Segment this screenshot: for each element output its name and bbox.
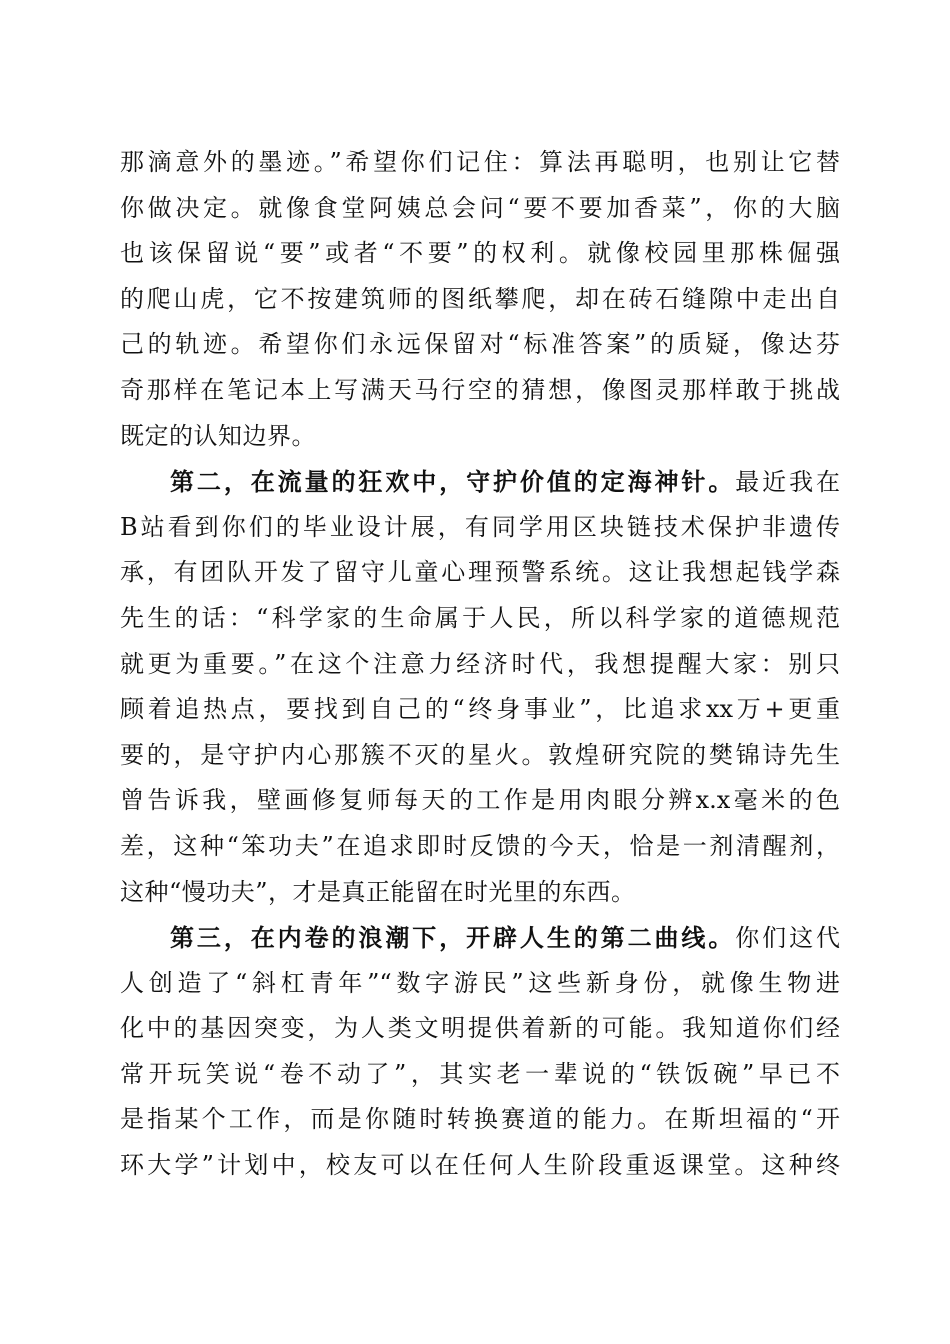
line-text: 这种“慢功夫”，才是真正能留在时光里的东西。	[120, 877, 636, 906]
text-line	[120, 642, 840, 688]
line-text: 化中的基因突变，为人类文明提供着新的可能。我知道你们经	[120, 1014, 840, 1043]
line-text: 己的轨迹。希望你们永远保留对“标准答案”的质疑，像达芬	[120, 330, 840, 359]
line-text: 那滴意外的墨迹。”希望你们记住：算法再聪明，也别让它替	[120, 148, 840, 176]
line-text: 人创造了“斜杠青年”“数字游民”这些新身份，就像生物进	[120, 968, 840, 997]
line-text: 要的，是守护内心那簇不灭的星火。敦煌研究院的樊锦诗先生	[120, 740, 840, 769]
text-line	[120, 1143, 840, 1189]
line-text: 曾告诉我，壁画修复师每天的工作是用肉眼分辨x.x毫米的色	[120, 786, 840, 815]
text-line	[120, 277, 840, 323]
document-body	[120, 140, 840, 1189]
section-lead-heading: 第三，在内卷的浪潮下，开辟人生的第二曲线。	[170, 923, 736, 953]
text-line	[120, 231, 840, 277]
text-line	[120, 459, 840, 505]
line-text: 奇那样在笔记本上写满天马行空的猜想，像图灵那样敢于挑战	[120, 375, 840, 404]
text-line	[120, 1006, 840, 1052]
paragraph	[120, 140, 840, 459]
line-text: 常开玩笑说“卷不动了”，其实老一辈说的“铁饭碗”早已不	[120, 1059, 840, 1088]
text-line	[120, 368, 840, 414]
line-text: 既定的认知边界。	[120, 421, 316, 450]
text-line	[120, 915, 840, 961]
paragraph	[120, 915, 840, 1189]
line-text: 就更为重要。”在这个注意力经济时代，我想提醒大家：别只	[120, 649, 840, 678]
line-text: 的爬山虎，它不按建筑师的图纸攀爬，却在砖石缝隙中走出自	[120, 284, 840, 313]
text-line	[120, 687, 840, 733]
line-text: 顾着追热点，要找到自己的“终身事业”，比追求xx万+更重	[120, 695, 840, 724]
line-text: 环大学”计划中，校友可以在任何人生阶段重返课堂。这种终	[120, 1151, 840, 1180]
line-text: 承，有团队开发了留守儿童心理预警系统。这让我想起钱学森	[120, 558, 840, 587]
text-line	[120, 1097, 840, 1143]
text-line	[120, 322, 840, 368]
text-line	[120, 414, 840, 460]
line-text: 最近我在	[735, 468, 840, 497]
line-text: 也该保留说“要”或者“不要”的权利。就像校园里那株倔强	[120, 239, 840, 268]
text-line	[120, 596, 840, 642]
line-text: 是指某个工作，而是你随时转换赛道的能力。在斯坦福的“开	[120, 1105, 840, 1134]
line-text: B站看到你们的毕业设计展，有同学用区块链技术保护非遗传	[120, 512, 840, 541]
section-lead-heading: 第二，在流量的狂欢中，守护价值的定海神针。	[170, 467, 736, 497]
text-line	[120, 733, 840, 779]
line-text: 你做决定。就像食堂阿姨总会问“要不要加香菜”，你的大脑	[120, 193, 840, 222]
text-line	[120, 140, 840, 186]
text-line	[120, 1052, 840, 1098]
text-line	[120, 961, 840, 1007]
paragraph	[120, 459, 840, 915]
line-text: 你们这代	[735, 924, 840, 953]
line-text: 先生的话：“科学家的生命属于人民，所以科学家的道德规范	[120, 603, 840, 632]
text-line	[120, 550, 840, 596]
text-line	[120, 186, 840, 232]
text-line	[120, 505, 840, 551]
text-line	[120, 824, 840, 870]
text-line	[120, 870, 840, 916]
text-line	[120, 778, 840, 824]
line-text: 差，这种“笨功夫”在追求即时反馈的今天，恰是一剂清醒剂，	[120, 831, 840, 860]
